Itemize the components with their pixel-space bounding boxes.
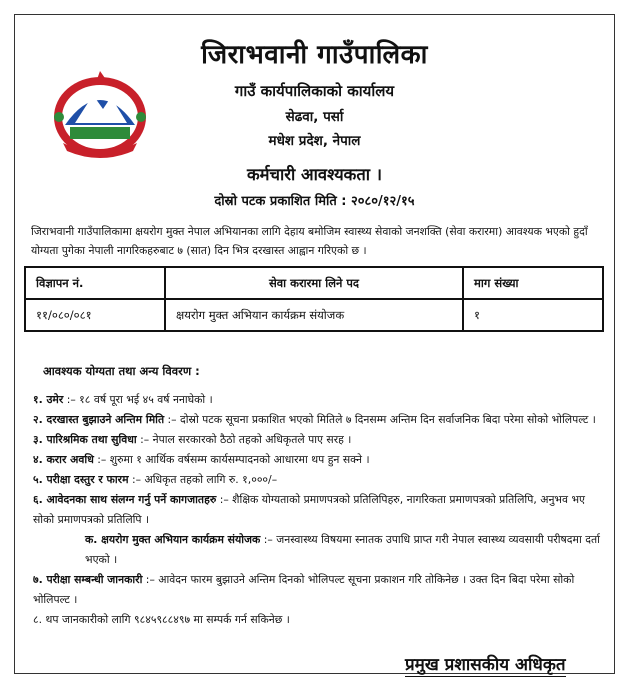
item-text: :– दोस्रो पटक सूचना प्रकाशित भएको मितिले ७ दिनसम्म अन्तिम दिन सर्वाजनिक बिदा परेमा सोको भोलिपल्ट । [164, 413, 596, 426]
qualification-item [33, 410, 600, 430]
item-label: ६. आवेदनका साथ संलग्न गर्नु पर्ने कागजातहरु [33, 493, 217, 506]
column-header-quantity: माग संख्या [463, 267, 603, 299]
cell-quantity: १ [463, 299, 603, 331]
item-text: :– शुरुमा १ आर्थिक वर्षसम्म कार्यसम्पादनको आधारमा थप हुन सक्ने । [93, 453, 370, 466]
notice-sheet [14, 14, 615, 674]
intro-paragraph: जिराभवानी गाउँपालिकामा क्षयरोग मुक्त नेपाल अभियानका लागि देहाय बमोजिम स्वास्थ्य सेवाको जनशक्ति (सेवा करारमा) आवश्यक भएको हुदाँ योग्यता पुगेका नेपाली नागरिकहरुबाट ७ (सात) दिन भित्र दरखास्त आह्वान गरिएको छ । [31, 225, 588, 257]
qualifications-heading: आवश्यक योग्यता तथा अन्य विवरण : [43, 364, 200, 378]
item-label: क. क्षयरोग मुक्त अभियान कार्यक्रम संयोजक [85, 533, 261, 546]
item-text: :– आवेदन फारम बुझाउने अन्तिम दिनको भोलिपल्ट सूचना प्रकाशन गरि तोकिनेछ । उक्त दिन बिदा परेमा सोको भोलिपल्ट । [33, 573, 575, 606]
qualification-item [33, 470, 600, 490]
qualification-item [33, 490, 600, 530]
signatory-title: प्रमुख प्रशासकीय अधिकृत [405, 652, 566, 677]
notice-heading: कर्मचारी आवश्यकता । [246, 165, 383, 184]
item-text: :– १८ वर्ष पूरा भई ४५ वर्ष ननाघेको । [63, 393, 213, 406]
item-text: :– शैक्षिक योग्यताको प्रमाणपत्रको प्रतिलिपिहरु, नागरिकता प्रमाणपत्रको प्रतिलिपि, अनुभव भए सोको प्रमाणपत्रको प्रतिलिपि । [33, 493, 586, 526]
item-text: ८. थप जानकारीको लागि ९८४५९८८४९७ मा सम्पर्क गर्न सकिनेछ । [33, 613, 290, 626]
item-text: :– जनस्वास्थ्य विषयमा स्नातक उपाधि प्राप्त गरी नेपाल स्वास्थ्य व्यवसायी परीषदमा दर्ता भएको । [85, 533, 600, 566]
qualification-item [33, 390, 600, 410]
column-header-ad-number: विज्ञापन नं. [25, 267, 165, 299]
qualification-item [33, 610, 600, 630]
office-name: गाउँ कार्यपालिकाको कार्यालय [234, 82, 395, 100]
cell-ad-number: ११/०८०/०८१ [25, 299, 165, 331]
qualification-item [33, 430, 600, 450]
qualification-subitem [33, 530, 600, 570]
table-row [25, 299, 603, 331]
item-text: :– अधिकृत तहको लागि रु. १,०००/– [128, 473, 278, 486]
column-header-position: सेवा करारमा लिने पद [165, 267, 463, 299]
item-label: ३. पारिश्रमिक तथा सुविधा [33, 433, 137, 446]
item-label: ४. करार अवधि [33, 453, 94, 466]
vacancy-table [24, 266, 604, 332]
table-header-row [25, 267, 603, 299]
cell-position: क्षयरोग मुक्त अभियान कार्यक्रम संयोजक [165, 299, 463, 331]
item-label: १. उमेर [33, 393, 64, 406]
item-text: :– नेपाल सरकारको ठैठो तहको अधिकृतले पाए सरह । [136, 433, 352, 446]
item-label: ७. परीक्षा सम्बन्धी जानकारी [33, 573, 143, 586]
office-address: सेढवा, पर्सा [285, 109, 344, 125]
publish-date: दोस्रो पटक प्रकाशित मिति : २०८०/१२/१५ [214, 194, 415, 209]
qualification-item [33, 570, 600, 610]
qualifications-list [33, 390, 600, 630]
municipality-name: जिराभवानी गाउँपालिका [201, 40, 428, 70]
qualification-item [33, 450, 600, 470]
item-label: ५. परीक्षा दस्तुर र फारम [33, 473, 129, 486]
item-label: २. दरखास्त बुझाउने अन्तिम मिति [33, 413, 165, 426]
office-province: मधेश प्रदेश, नेपाल [268, 133, 361, 149]
